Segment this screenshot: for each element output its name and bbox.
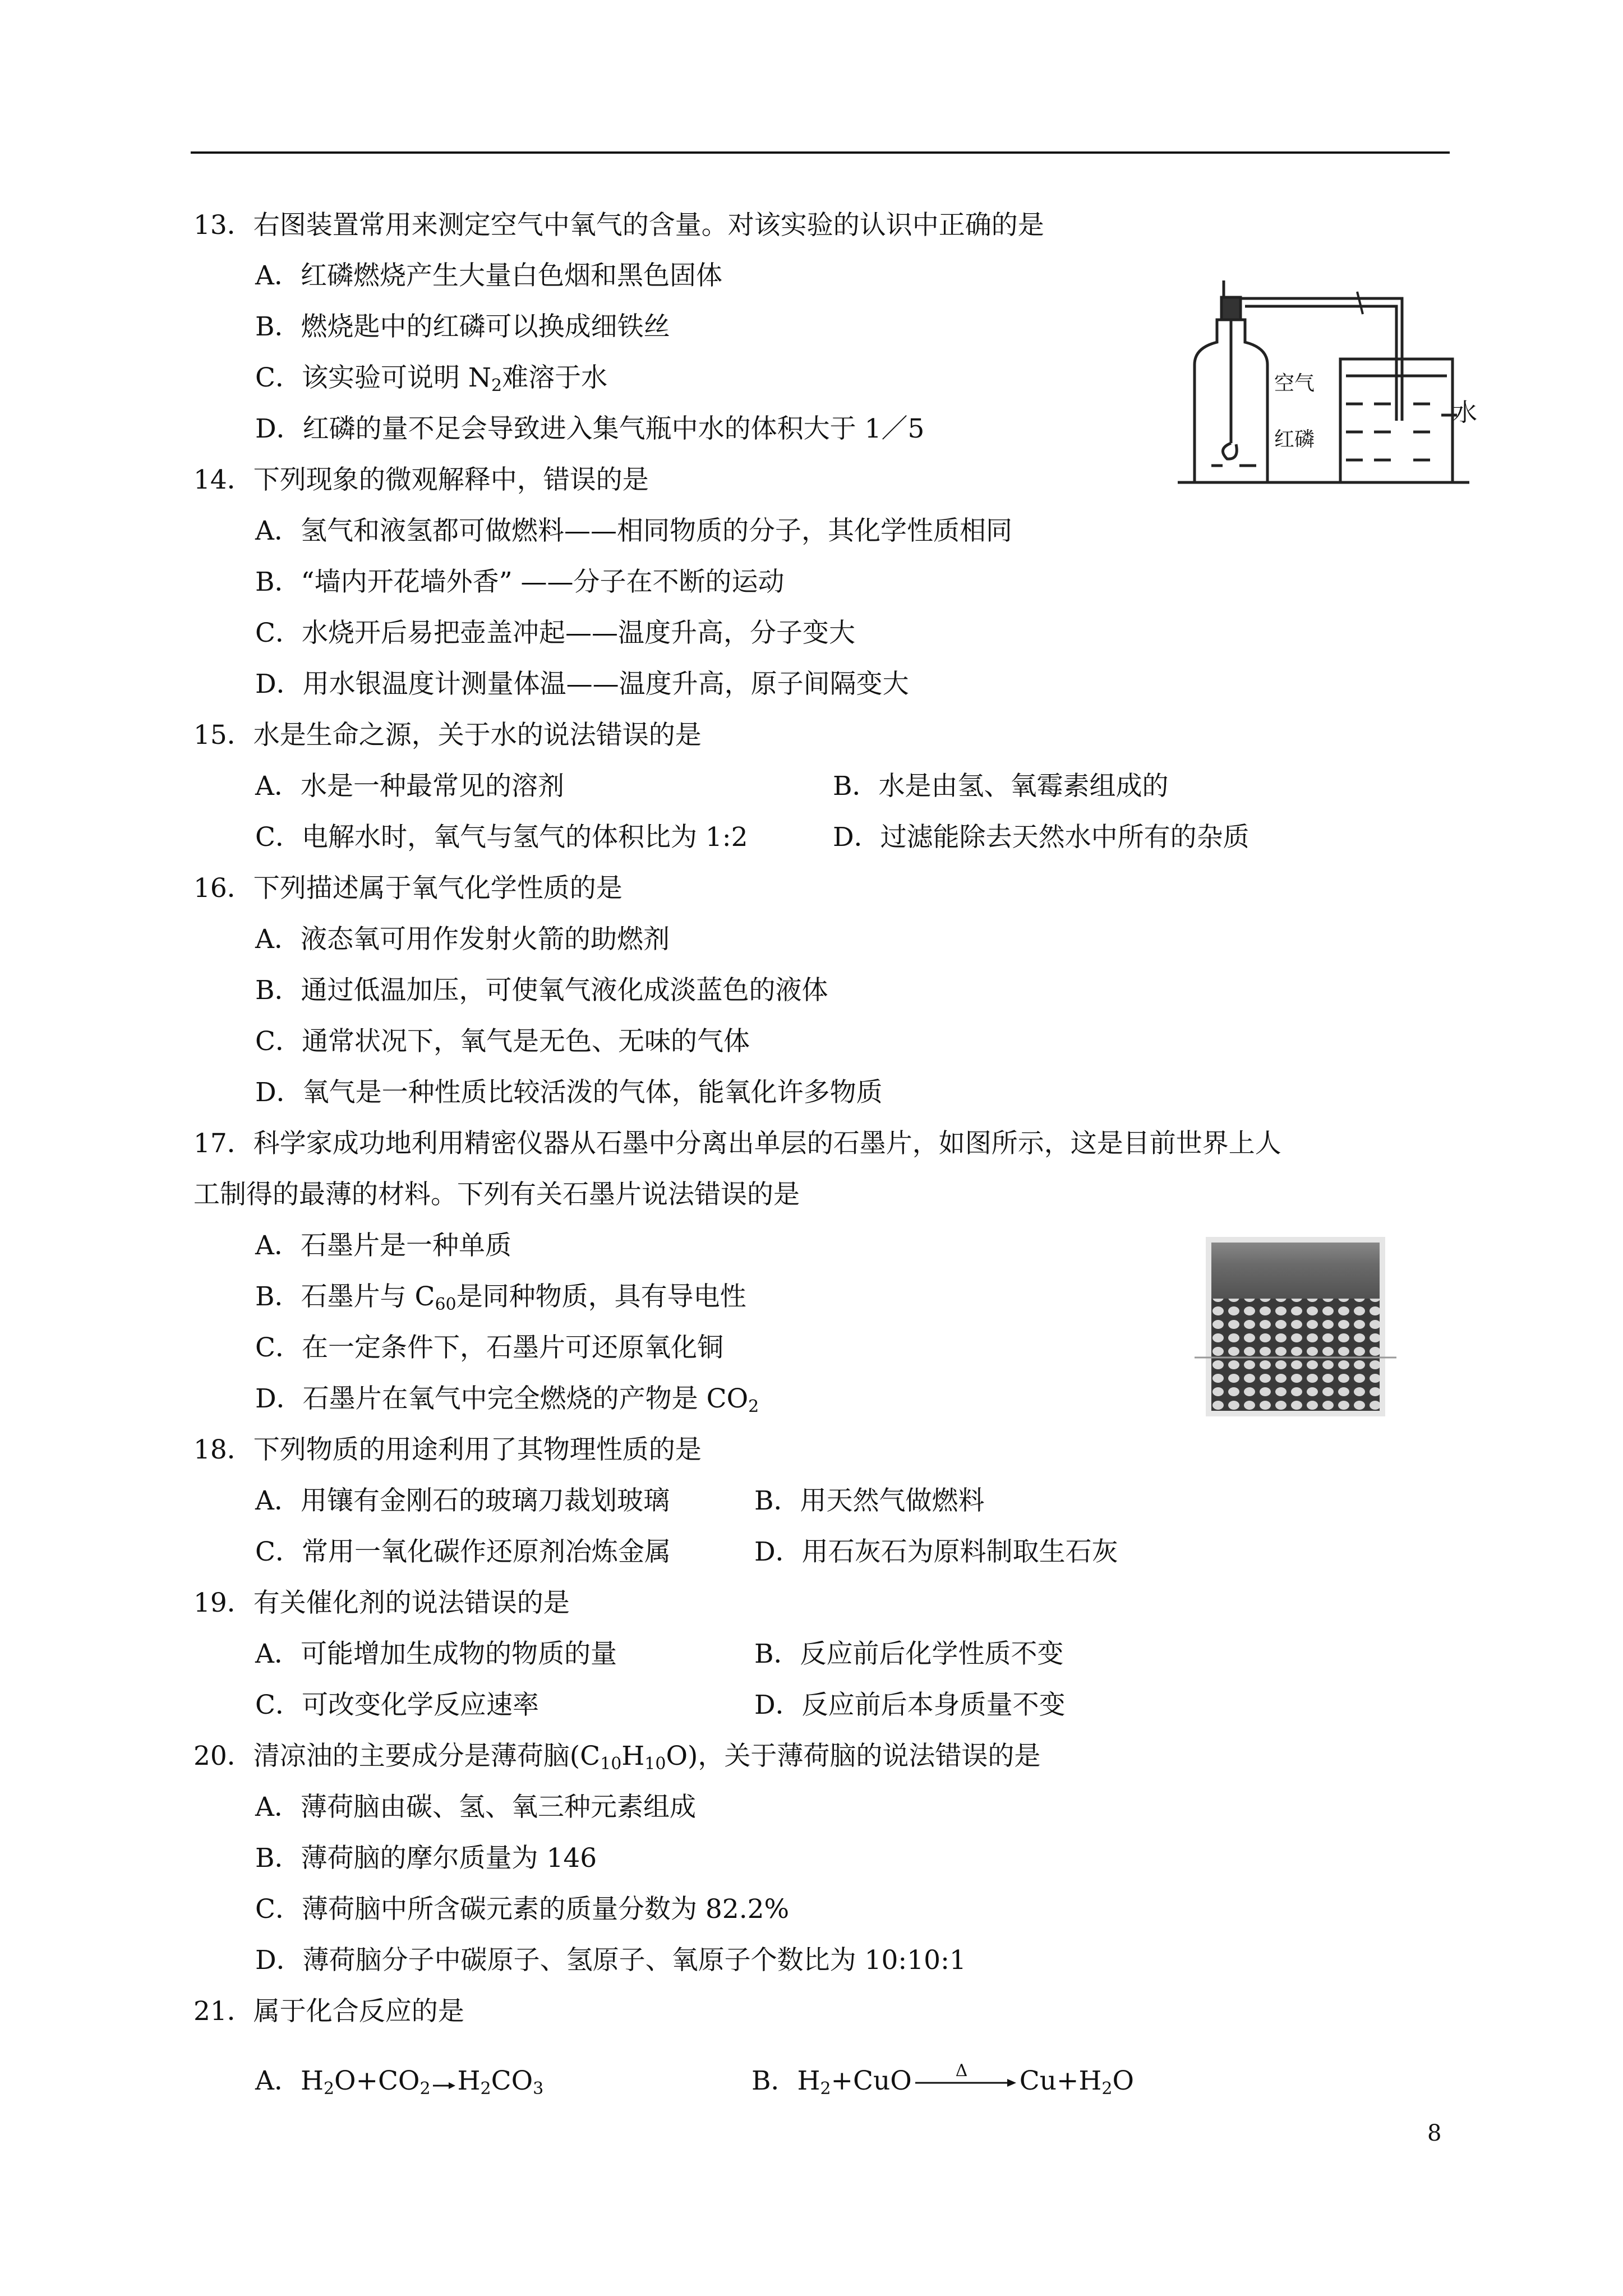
- q19-option-d: D．反应前后本身质量不变: [754, 1690, 1066, 1720]
- q16-option-c: C．通常状况下，氧气是无色、无味的气体: [255, 1026, 750, 1057]
- q17-stem-line1: 17．科学家成功地利用精密仪器从石墨中分离出单层的石墨片，如图所示，这是目前世界上人: [193, 1128, 1281, 1159]
- graphene-sheet-image: [1195, 1237, 1396, 1416]
- oxygen-apparatus-figure: [1178, 280, 1477, 488]
- q18-stem: 18．下列物质的用途利用了其物理性质的是: [193, 1434, 702, 1465]
- q14-option-b: B．“墙内开花墙外香” ——分子在不断的运动: [255, 567, 785, 597]
- q15-stem: 15．水是生命之源，关于水的说法错误的是: [193, 720, 702, 751]
- q20-option-b: B．薄荷脑的摩尔质量为 146: [255, 1843, 597, 1874]
- q15-option-b: B．水是由氢、氧霉素组成的: [833, 771, 1169, 802]
- q17-option-b: B．石墨片与 $C_{60}$是同种物质，具有导电性: [255, 1281, 746, 1314]
- q13-stem: 13．右图装置常用来测定空气中氧气的含量。对该实验的认识中正确的是: [193, 210, 1044, 241]
- q18-option-c: C．常用一氧化碳作还原剂冶炼金属: [255, 1536, 671, 1567]
- header-rule: [191, 151, 1450, 154]
- q21-option-b: B．$H_2+CuO$ Δ $Cu+H_2O$: [751, 2061, 1135, 2099]
- label-air: 空气: [1274, 372, 1315, 395]
- q16-stem: 16．下列描述属于氧气化学性质的是: [193, 873, 623, 904]
- q21-stem: 21．属于化合反应的是: [193, 1996, 464, 2027]
- q15-option-a: A．水是一种最常见的溶剂: [255, 771, 564, 802]
- label-water: 水: [1453, 398, 1477, 427]
- q13-option-d: D．红磷的量不足会导致进入集气瓶中水的体积大于 1／5: [255, 413, 925, 444]
- q14-option-d: D．用水银温度计测量体温——温度升高，原子间隔变大: [255, 669, 909, 700]
- q13-option-b: B．燃烧匙中的红磷可以换成细铁丝: [255, 311, 670, 342]
- q17-option-d: D．石墨片在氧气中完全燃烧的产物是 $CO_2$: [255, 1383, 759, 1416]
- q17-stem-line2: 工制得的最薄的材料。下列有关石墨片说法错误的是: [193, 1179, 800, 1210]
- q13-option-c: C．该实验可说明 $N_2$难溶于水: [255, 362, 608, 395]
- reaction-arrow-a: [433, 2066, 455, 2100]
- reaction-arrow-heat: Δ: [915, 2074, 1016, 2091]
- q13-option-a: A．红磷燃烧产生大量白色烟和黑色固体: [255, 260, 722, 291]
- q18-option-a: A．用镶有金刚石的玻璃刀裁划玻璃: [255, 1485, 670, 1516]
- q14-stem: 14．下列现象的微观解释中，错误的是: [193, 464, 649, 495]
- page-number: 8: [1427, 2120, 1442, 2146]
- q14-option-a: A．氢气和液氢都可做燃料——相同物质的分子，其化学性质相同: [255, 516, 1012, 546]
- q19-option-b: B．反应前后化学性质不变: [754, 1639, 1064, 1669]
- q20-option-a: A．薄荷脑由碳、氢、氧三种元素组成: [255, 1792, 696, 1823]
- q16-option-a: A．液态氧可用作发射火箭的助燃剂: [255, 924, 670, 955]
- q15-option-c: C．电解水时，氧气与氢气的体积比为 1:2: [255, 822, 748, 853]
- q17-option-a: A．石墨片是一种单质: [255, 1230, 511, 1261]
- q20-option-d: D．薄荷脑分子中碳原子、氢原子、氧原子个数比为 10:10:1: [255, 1945, 966, 1976]
- q17-option-c: C．在一定条件下，石墨片可还原氧化铜: [255, 1332, 723, 1363]
- q16-option-b: B．通过低温加压，可使氧气液化成淡蓝色的液体: [255, 975, 828, 1006]
- q19-option-c: C．可改变化学反应速率: [255, 1690, 539, 1720]
- q20-option-c: C．薄荷脑中所含碳元素的质量分数为 82.2%: [255, 1894, 790, 1925]
- q15-option-d: D．过滤能除去天然水中所有的杂质: [833, 822, 1249, 853]
- q18-option-d: D．用石灰石为原料制取生石灰: [754, 1536, 1118, 1567]
- q16-option-d: D．氧气是一种性质比较活泼的气体，能氧化许多物质: [255, 1077, 883, 1108]
- q18-option-b: B．用天然气做燃料: [754, 1485, 985, 1516]
- label-phosphorus: 红磷: [1274, 428, 1315, 451]
- q21-option-a: A．$H_2O+CO_2$ $H_2CO_3$: [255, 2065, 544, 2099]
- q14-option-c: C．水烧开后易把壶盖冲起——温度升高，分子变大: [255, 618, 855, 648]
- q19-option-a: A．可能增加生成物的物质的量: [255, 1639, 617, 1669]
- q19-stem: 19．有关催化剂的说法错误的是: [193, 1588, 570, 1618]
- q20-stem: 20．清凉油的主要成分是薄荷脑$(C_{10}H_{10}O)$，关于薄荷脑的说法错误的是: [193, 1741, 1041, 1774]
